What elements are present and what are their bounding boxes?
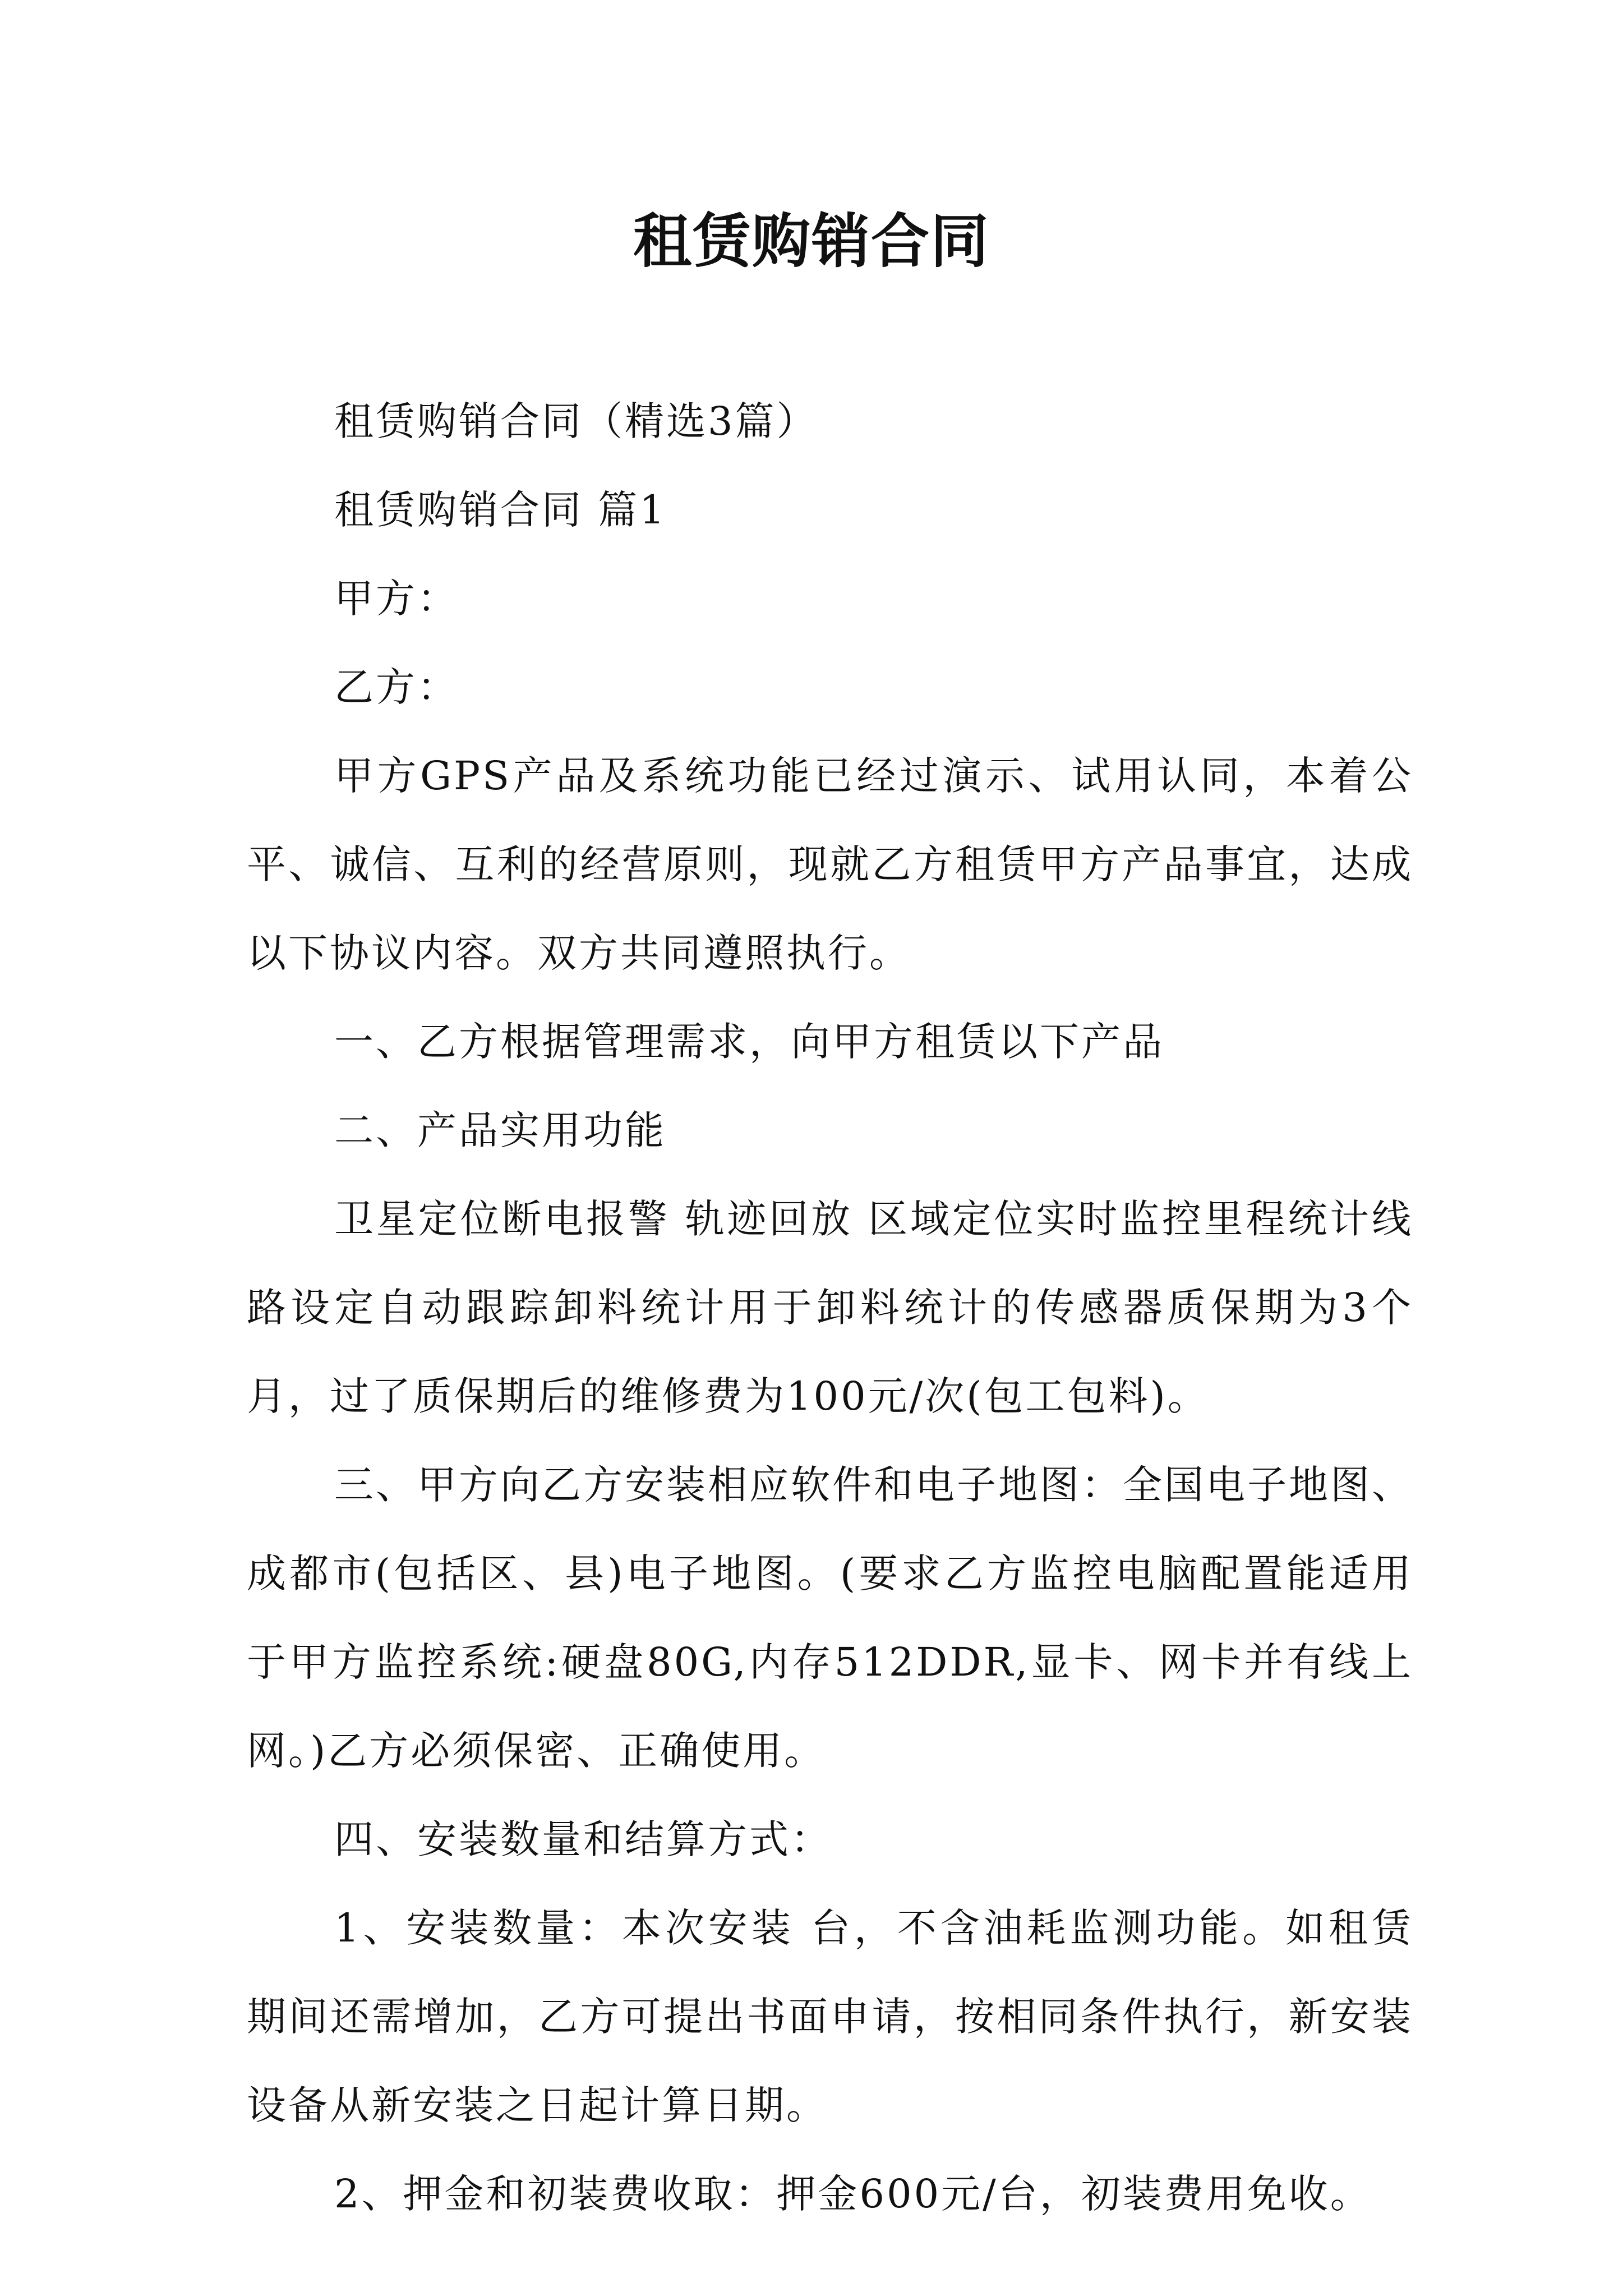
paragraph-features: 卫星定位断电报警 轨迹回放 区域定位实时监控里程统计线路设定自动跟踪卸料统计用于卸料统计的传感器质保期为3个月，过了质保期后的维修费为100元/次(包工包料)。 — [247, 1196, 1413, 1419]
paragraph-party-a: 甲方： — [334, 576, 459, 622]
paragraph-section-heading: 租赁购销合同 篇1 — [334, 487, 667, 533]
document-title: 租赁购销合同 — [633, 207, 990, 275]
paragraph-subtitle: 租赁购销合同（精选3篇） — [334, 398, 818, 444]
document-body — [247, 377, 1413, 2238]
paragraph-party-b: 乙方： — [334, 664, 459, 710]
paragraph-deposit: 2、押金和初装费收取：押金600元/台，初装费用免收。 — [334, 2171, 1372, 2217]
paragraph-clause-3: 三、甲方向乙方安装相应软件和电子地图：全国电子地图、成都市(包括区、县)电子地图。(要求乙方监控电脑配置能适用于甲方监控系统:硬盘80G,内存512DDR,显卡、网卡并有线上网。)乙方必须保密、正确使用。 — [247, 1462, 1413, 1774]
paragraph-quantity: 1、安装数量：本次安装 台，不含油耗监测功能。如租赁期间还需增加，乙方可提出书面申请，按相同条件执行，新安装设备从新安装之日起计算日期。 — [247, 1905, 1413, 2128]
paragraph-clause-1: 一、乙方根据管理需求，向甲方租赁以下产品 — [334, 1019, 1164, 1065]
paragraph-clause-2: 二、产品实用功能 — [334, 1107, 666, 1153]
paragraph-clause-4: 四、安装数量和结算方式： — [334, 1816, 832, 1862]
paragraph-preamble: 甲方GPS产品及系统功能已经过演示、试用认同，本着公平、诚信、互利的经营原则，现就乙方租赁甲方产品事宜，达成以下协议内容。双方共同遵照执行。 — [247, 753, 1413, 976]
